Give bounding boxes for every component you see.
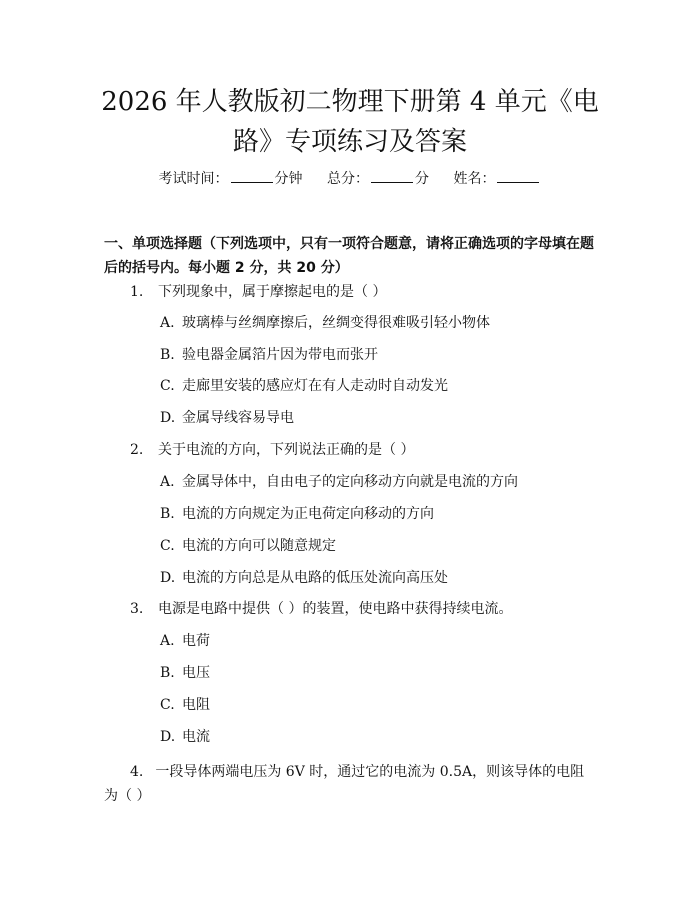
option-1d[interactable] bbox=[160, 408, 294, 428]
exam-time-field bbox=[159, 171, 307, 187]
option-text: 玻璃棒与丝绸摩擦后，丝绸变得很难吸引轻小物体 bbox=[182, 315, 490, 331]
option-letter: B. bbox=[160, 347, 175, 363]
question-number: 3. bbox=[130, 601, 144, 617]
option-letter: C. bbox=[160, 378, 175, 394]
document-title-line-1: 2026 年人教版初二物理下册第 4 单元《电 bbox=[101, 87, 599, 117]
option-text: 电流的方向可以随意规定 bbox=[182, 538, 336, 554]
option-3d[interactable] bbox=[160, 727, 210, 747]
option-letter: A. bbox=[160, 474, 175, 490]
total-score-blank[interactable] bbox=[371, 168, 413, 183]
option-letter: D. bbox=[160, 410, 176, 426]
question-text: 关于电流的方向，下列说法正确的是（ ） bbox=[158, 442, 415, 458]
option-text: 电流的方向规定为正电荷定向移动的方向 bbox=[182, 506, 434, 522]
document-title-line-2: 路》专项练习及答案 bbox=[232, 127, 467, 157]
option-letter: B. bbox=[160, 665, 175, 681]
option-letter: D. bbox=[160, 570, 176, 586]
total-score-field bbox=[327, 171, 433, 187]
section-heading: 一、单项选择题（下列选项中，只有一项符合题意，请将正确选项的字母填在题后的括号内。每小题 2 分，共 20 分） bbox=[104, 236, 594, 276]
exam-time-unit: 分钟 bbox=[274, 171, 303, 187]
option-text: 电阻 bbox=[182, 697, 210, 713]
option-letter: A. bbox=[160, 633, 175, 649]
option-2b[interactable] bbox=[160, 504, 434, 524]
option-text: 电荷 bbox=[182, 633, 210, 649]
option-2d[interactable] bbox=[160, 568, 448, 588]
total-score-unit: 分 bbox=[415, 171, 429, 187]
option-2c[interactable] bbox=[160, 536, 336, 556]
student-name-blank[interactable] bbox=[497, 168, 539, 183]
exam-info-line bbox=[0, 168, 700, 189]
option-2a[interactable] bbox=[160, 472, 518, 492]
option-text: 验电器金属箔片因为带电而张开 bbox=[182, 347, 378, 363]
option-1b[interactable] bbox=[160, 345, 378, 365]
student-name-label: 姓名： bbox=[453, 171, 496, 187]
option-letter: C. bbox=[160, 538, 175, 554]
question-2 bbox=[130, 440, 600, 460]
question-number: 1. bbox=[130, 284, 144, 300]
option-3c[interactable] bbox=[160, 695, 210, 715]
option-3b[interactable] bbox=[160, 663, 210, 683]
option-3a[interactable] bbox=[160, 631, 210, 651]
exam-time-blank[interactable] bbox=[231, 168, 273, 183]
total-score-label: 总分： bbox=[327, 171, 369, 187]
student-name-field bbox=[453, 171, 541, 187]
option-letter: C. bbox=[160, 697, 175, 713]
question-1 bbox=[130, 282, 600, 302]
option-text: 电压 bbox=[182, 665, 210, 681]
question-text: 电源是电路中提供（ ）的装置，使电路中获得持续电流。 bbox=[158, 601, 513, 617]
option-text: 金属导线容易导电 bbox=[182, 410, 294, 426]
option-text: 电流 bbox=[182, 729, 210, 745]
option-text: 金属导体中，自由电子的定向移动方向就是电流的方向 bbox=[182, 474, 518, 490]
question-text: 一段导体两端电压为 6V 时，通过它的电流为 0.5A，则该导体的电阻为（ ） bbox=[104, 764, 585, 804]
question-4 bbox=[104, 760, 598, 808]
option-1c[interactable] bbox=[160, 376, 448, 396]
question-number: 4. bbox=[130, 764, 144, 780]
exam-time-label: 考试时间： bbox=[158, 171, 229, 187]
question-3 bbox=[130, 599, 600, 619]
option-letter: B. bbox=[160, 506, 175, 522]
option-text: 电流的方向总是从电路的低压处流向高压处 bbox=[182, 570, 448, 586]
option-letter: D. bbox=[160, 729, 176, 745]
question-text: 下列现象中，属于摩擦起电的是（ ） bbox=[158, 284, 387, 300]
question-number: 2. bbox=[130, 442, 144, 458]
option-1a[interactable] bbox=[160, 313, 490, 333]
option-letter: A. bbox=[160, 315, 175, 331]
option-text: 走廊里安装的感应灯在有人走动时自动发光 bbox=[182, 378, 448, 394]
